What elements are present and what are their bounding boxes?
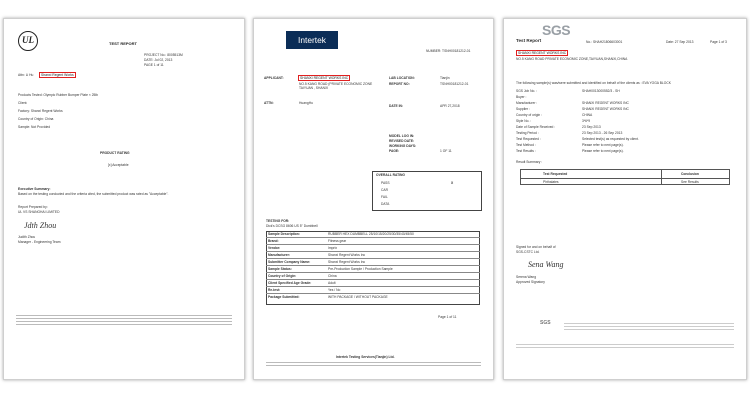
row-value: Yes / No	[328, 288, 341, 292]
table-row	[266, 273, 480, 280]
row-label: Sample Description:	[268, 232, 300, 236]
sgs-field-value: 3*6*9	[582, 119, 591, 123]
ul-fine-print-line	[16, 318, 232, 319]
intertek-address: NO.5 KANG ROAD (PRIVATE ECONOMIC ZONE TAIYUAN , SHANXI	[299, 82, 373, 90]
ul-prepared-org: UL VS SHANGHAI LIMITED	[18, 210, 60, 214]
intertek-company-highlight	[298, 75, 350, 81]
intertek-footer: Intertek Testing Services(Tianjin) Ltd.	[336, 355, 395, 359]
ul-product: Products Tested: Olympic Rubber Bumper Plate × 25lb	[18, 93, 98, 97]
row-label: Brand:	[268, 239, 279, 243]
ul-client: Client:	[18, 101, 28, 105]
ul-sample: Sample: Not Provided	[18, 125, 51, 129]
sgs-intro: The following sample(s) was/were submitted and identified on behalf of the clients as : EVA YOGA BLOCK	[516, 81, 671, 85]
sgs-field-label: Date of Sample Received :	[516, 125, 556, 129]
sgs-signer-role: Approved Signatory	[516, 280, 545, 284]
row-value: WITH PACKAGE / WITHOUT PACKAGE	[328, 295, 388, 299]
ul-project-no: PROJECT No.: 8005513M	[144, 53, 183, 57]
sgs-field-label: SGS Job No. :	[516, 89, 538, 93]
sgs-fine-print-line	[564, 326, 734, 327]
ul-fine-print-line	[16, 321, 232, 322]
sgs-field-label: Test Method :	[516, 143, 536, 147]
sgs-field-value: SHANXI REGENT WORKS INC	[582, 101, 629, 105]
table-row	[266, 259, 480, 266]
row-label: Package Submitted:	[268, 295, 300, 299]
sgs-page: Page 1 of 3	[710, 40, 727, 44]
sgs-field-value: SHAH0013000552/3 - SH	[582, 89, 620, 93]
intertek-report-label: REPORT NO:	[389, 82, 410, 86]
sgs-table-header: Conclusion	[681, 172, 699, 176]
intertek-data: DATA	[381, 202, 390, 206]
sgs-field-label: Style No. :	[516, 119, 532, 123]
intertek-car: CAR	[381, 188, 388, 192]
ul-role: Manager - Engineering Team	[18, 240, 61, 244]
intertek-page-footer: Page 1 of 11	[438, 315, 457, 319]
sgs-report-no: No.: SHAH21806603001	[586, 40, 623, 44]
ul-name: Judith Zhou	[18, 235, 36, 239]
intertek-company-name: SHANXI REGENT WORKS INC	[300, 76, 349, 80]
ul-prepared-by: Report Prepared by:	[18, 205, 48, 209]
row-label: Vendor:	[268, 246, 281, 250]
sgs-signed: Signed for and on behalf of	[516, 245, 556, 249]
ul-rating-heading: PRODUCT RATING	[100, 151, 130, 155]
intertek-applicant-label: APPLICANT:	[264, 76, 284, 80]
sgs-field-value: SHANXI REGENT WORKS INC	[582, 107, 629, 111]
ul-fine-print-line	[16, 324, 232, 325]
table-row	[266, 280, 480, 287]
sgs-logo: SGS	[542, 22, 571, 38]
ul-country: Country of Origin: China	[18, 117, 54, 121]
sgs-fine-print-line	[516, 347, 734, 348]
sgs-company-name: SHANXI REGENT WORKS INC	[518, 51, 567, 55]
ul-factory: Factory: Shanxi Regent Works	[18, 109, 63, 113]
ul-page: PAGE 1 of 11	[144, 63, 164, 67]
sgs-field-label: Testing Period :	[516, 131, 539, 135]
sgs-field-value: Please refer to next page(s).	[582, 143, 624, 147]
sgs-field-value: Selected test(s) as requested by client.	[582, 137, 639, 141]
sgs-fine-print-line	[564, 329, 734, 330]
intertek-page-label: PAGE:	[389, 149, 400, 153]
intertek-pass: PASS	[381, 181, 390, 185]
row-value: Pre-Production Sample / Production Sample	[328, 267, 393, 271]
intertek-logo: Intertek	[286, 31, 338, 49]
sgs-field-label: Test Requested :	[516, 137, 541, 141]
ul-acceptable: [x] Acceptable	[108, 163, 129, 167]
intertek-date-value: APR 27,2018	[440, 104, 460, 108]
intertek-rating-title: OVERALL RATING	[376, 173, 406, 177]
intertek-date-label: DATE IN:	[389, 104, 404, 108]
sgs-fine-print	[564, 323, 734, 324]
sgs-footer-logo: SGS	[540, 320, 551, 326]
sgs-date: Date: 27 Sep 2013	[666, 40, 694, 44]
table-row	[266, 238, 480, 245]
intertek-attn-name: HuangHu	[299, 101, 313, 105]
intertek-lab-value: Tianjin	[440, 76, 450, 80]
row-label: Client Specified Age Grade:	[268, 281, 312, 285]
sgs-company-highlight	[516, 50, 568, 56]
ul-summary-text: Based on the testing conducted and the criteria cited, the submitted product was rated as "Acceptable".	[18, 192, 169, 196]
sgs-field-value: CHINA	[582, 113, 593, 117]
sgs-field-label: Manufacturer :	[516, 101, 538, 105]
intertek-testing-for: TESTING FOR:	[266, 219, 290, 223]
intertek-lab-label: LAB LOCATION:	[389, 76, 415, 80]
sgs-field-value: Please refer to next page(s).	[582, 149, 624, 153]
row-value: China	[328, 274, 337, 278]
sgs-table-divider	[521, 178, 729, 179]
sgs-field-label: Test Results :	[516, 149, 536, 153]
table-row	[266, 294, 480, 301]
sgs-signed-org: SGS-CSTC Ltd.	[516, 250, 540, 254]
intertek-number: NUMBER: TSNH00181212-01	[426, 49, 471, 53]
sgs-result-summary: Result Summary :	[516, 160, 543, 164]
intertek-report-no: TSNH00181212-01	[440, 82, 469, 86]
intertek-working-label: WORKING DAYS:	[389, 144, 417, 148]
ul-date: DATE: Jul 02, 2013	[144, 58, 173, 62]
intertek-pass-mark: X	[451, 181, 454, 185]
intertek-fail: FAIL	[381, 195, 388, 199]
row-label: Sample Status:	[268, 267, 292, 271]
sgs-field-value: 23 Sep 2013 - 26 Sep 2013	[582, 131, 623, 135]
row-value: Adult	[328, 281, 336, 285]
ul-company-highlight	[39, 72, 76, 78]
sgs-signature: Sena Wang	[528, 260, 564, 269]
intertek-rating-box	[372, 171, 482, 211]
intertek-attn-label: ATTN:	[264, 101, 274, 105]
row-label: Submitter Company Name:	[268, 260, 311, 264]
sgs-table-header: Test Requested	[543, 172, 568, 176]
ul-logo: UL	[18, 31, 38, 51]
ul-report-title: TEST REPORT	[109, 41, 138, 46]
ul-attn: Attn: Li Hu	[18, 73, 34, 77]
sgs-field-value: 23 Sep 2013	[582, 125, 601, 129]
sgs-test-report	[503, 18, 747, 380]
ul-company-name: Shanxi Regent Works	[41, 73, 74, 77]
sgs-table-cell: See Results	[681, 180, 699, 184]
ul-summary-heading: Executive Summary:	[18, 187, 51, 191]
intertek-testing-for-value: Dick's DCSG 8606 US 5" Dumbbell	[266, 224, 318, 228]
sgs-field-label: Country of origin :	[516, 113, 543, 117]
row-label: Country of Origin:	[268, 274, 297, 278]
intertek-model-label: MODEL LOG IN:	[389, 134, 415, 138]
row-value: Fitness gear	[328, 239, 347, 243]
sgs-table-col-divider	[661, 170, 662, 184]
intertek-fine-print	[266, 362, 481, 363]
sgs-title: Test Report	[516, 38, 542, 43]
sgs-table-cell: Phthalates	[543, 180, 559, 184]
table-row	[266, 231, 480, 238]
row-label: Re-test:	[268, 288, 281, 292]
table-row	[266, 245, 480, 252]
ul-fine-print	[16, 315, 232, 316]
row-value: Shanxi Regent Works Inc	[328, 253, 366, 257]
sgs-result-table	[520, 169, 730, 185]
sgs-field-label: Supplier :	[516, 107, 530, 111]
row-value: Imprix	[328, 246, 337, 250]
row-value: RUBBER HEX DUMBBELL 25/10/15/20/25/30/35/40/45/50	[328, 232, 414, 236]
row-label: Manufacturer:	[268, 253, 290, 257]
table-row	[266, 266, 480, 273]
intertek-test-report	[253, 18, 494, 380]
ul-test-report	[3, 18, 245, 380]
intertek-fine-print-line	[266, 365, 481, 366]
row-value: Shanxi Regent Works Inc	[328, 260, 366, 264]
sgs-fine-print-line	[516, 344, 734, 345]
sgs-signer: Serena Wang	[516, 275, 537, 279]
table-row	[266, 287, 480, 294]
ul-signature: Jdth Zhou	[24, 221, 57, 230]
table-row	[266, 252, 480, 259]
sgs-field-label: Buyer :	[516, 95, 527, 99]
sgs-address: NO.5 KANG ROAD PRIVATE ECONOMIC ZONE,TAIYUAN,SHANXI,CHINA	[516, 57, 628, 61]
intertek-revised-label: REVISED DATE:	[389, 139, 415, 143]
intertek-page-value: 1 OF 11	[440, 149, 452, 153]
